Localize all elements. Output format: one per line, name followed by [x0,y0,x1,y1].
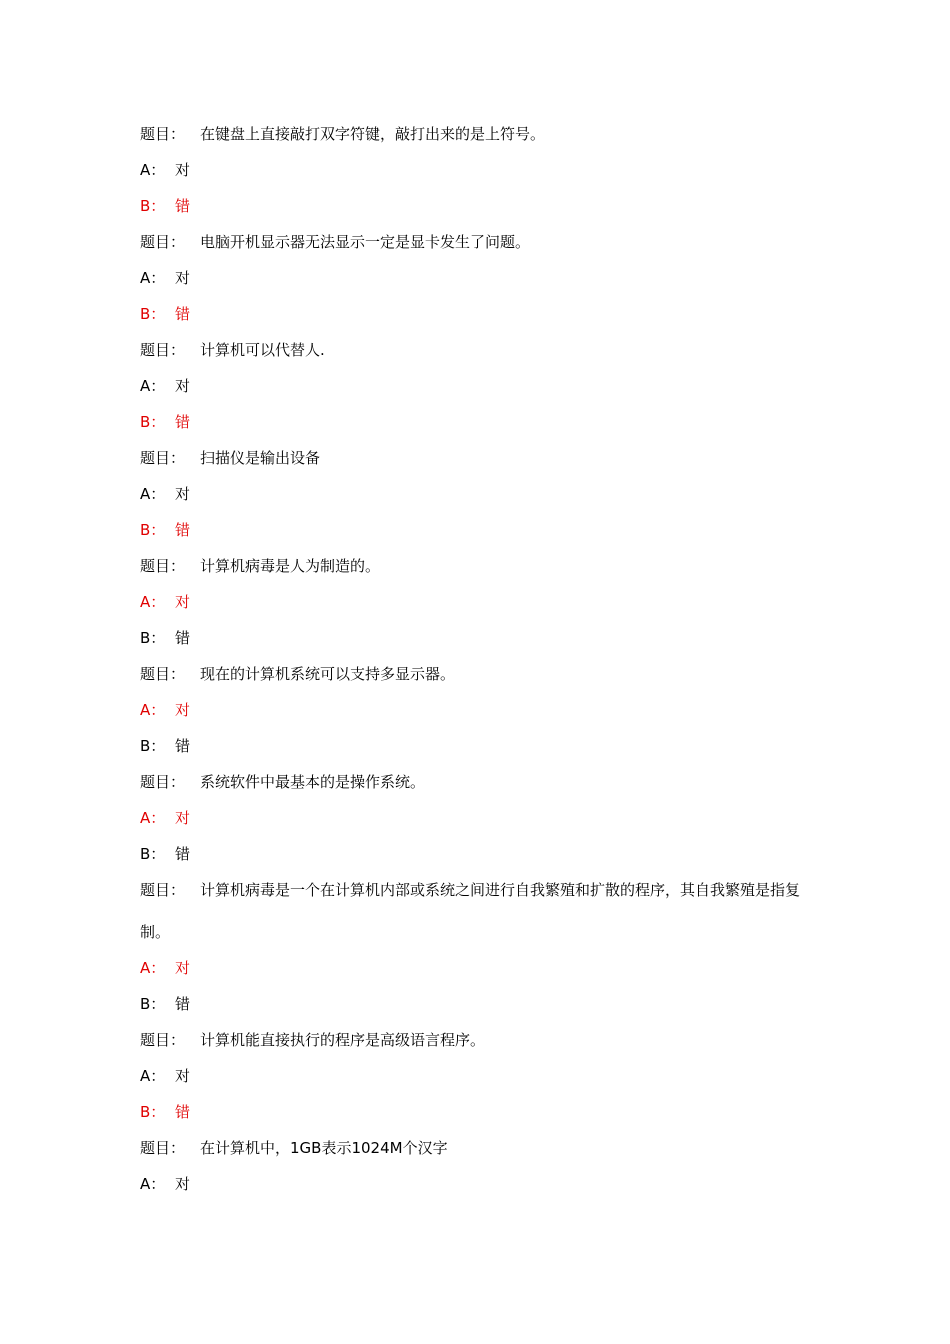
question-label: 题目： [140,881,186,899]
question-item [140,124,820,216]
question-text: 计算机能直接执行的程序是高级语言程序。 [200,1031,486,1049]
question-item [140,448,820,540]
option-key: B： [140,737,166,755]
option-text: 错 [175,737,191,755]
option-b [140,994,820,1014]
question-label: 题目： [140,557,186,575]
question-label: 题目： [140,1031,186,1049]
option-a [140,1174,820,1194]
question-text: 计算机病毒是人为制造的。 [200,557,381,575]
option-b-correct [140,196,820,216]
option-key: A： [140,1175,166,1193]
option-text: 错 [175,305,191,323]
option-a [140,268,820,288]
option-b [140,844,820,864]
option-a-correct [140,700,820,720]
option-key: B： [140,305,166,323]
question-label: 题目： [140,341,186,359]
option-key: A： [140,959,166,977]
option-key: A： [140,809,166,827]
question-label: 题目： [140,665,186,683]
option-text: 错 [175,1103,191,1121]
option-text: 错 [175,995,191,1013]
option-key: B： [140,995,166,1013]
option-key: A： [140,377,166,395]
question-line [140,1030,820,1050]
option-key: B： [140,845,166,863]
option-text: 对 [175,269,191,287]
option-text: 对 [175,1175,191,1193]
question-item [140,869,820,1014]
question-item [140,556,820,648]
option-text: 错 [175,413,191,431]
option-b-correct [140,304,820,324]
option-a [140,376,820,396]
option-text: 对 [175,959,191,977]
option-key: B： [140,1103,166,1121]
option-key: B： [140,197,166,215]
question-text: 扫描仪是输出设备 [200,449,321,467]
option-text: 错 [175,197,191,215]
question-item [140,1138,820,1194]
question-text: 计算机病毒是一个在计算机内部或系统之间进行自我繁殖和扩散的程序，其自我繁殖是指复制。 [140,881,801,941]
option-key: B： [140,521,166,539]
option-a-correct [140,958,820,978]
question-text: 在键盘上直接敲打双字符键，敲打出来的是上符号。 [200,125,546,143]
question-item [140,340,820,432]
option-text: 对 [175,809,191,827]
question-line [140,124,820,144]
option-text: 对 [175,161,191,179]
option-text: 对 [175,701,191,719]
question-label: 题目： [140,449,186,467]
question-text: 电脑开机显示器无法显示一定是显卡发生了问题。 [200,233,531,251]
question-line [140,556,820,576]
question-label: 题目： [140,773,186,791]
option-a [140,484,820,504]
question-item [140,1030,820,1122]
option-text: 对 [175,377,191,395]
option-text: 对 [175,593,191,611]
option-a-correct [140,808,820,828]
question-line [140,664,820,684]
question-text: 在计算机中，1GB表示1024M个汉字 [200,1139,448,1157]
question-line [140,232,820,252]
option-text: 错 [175,845,191,863]
option-key: B： [140,413,166,431]
option-text: 对 [175,485,191,503]
option-b-correct [140,520,820,540]
question-line [140,1138,820,1158]
option-text: 错 [175,629,191,647]
question-text: 系统软件中最基本的是操作系统。 [200,773,426,791]
question-line [140,772,820,792]
question-list [140,124,820,1210]
question-text: 计算机可以代替人. [200,341,325,359]
option-a [140,1066,820,1086]
option-text: 错 [175,521,191,539]
question-line [140,448,820,468]
option-b [140,628,820,648]
option-b-correct [140,1102,820,1122]
option-a [140,160,820,180]
question-text: 现在的计算机系统可以支持多显示器。 [200,665,456,683]
option-key: B： [140,629,166,647]
question-line [140,340,820,360]
question-label: 题目： [140,125,186,143]
question-label: 题目： [140,233,186,251]
option-key: A： [140,485,166,503]
question-item [140,664,820,756]
question-line [140,869,820,953]
option-key: A： [140,701,166,719]
question-item [140,772,820,864]
option-key: A： [140,593,166,611]
option-b-correct [140,412,820,432]
option-a-correct [140,592,820,612]
option-key: A： [140,1067,166,1085]
option-b [140,736,820,756]
option-key: A： [140,269,166,287]
question-label: 题目： [140,1139,186,1157]
option-text: 对 [175,1067,191,1085]
option-key: A： [140,161,166,179]
question-item [140,232,820,324]
